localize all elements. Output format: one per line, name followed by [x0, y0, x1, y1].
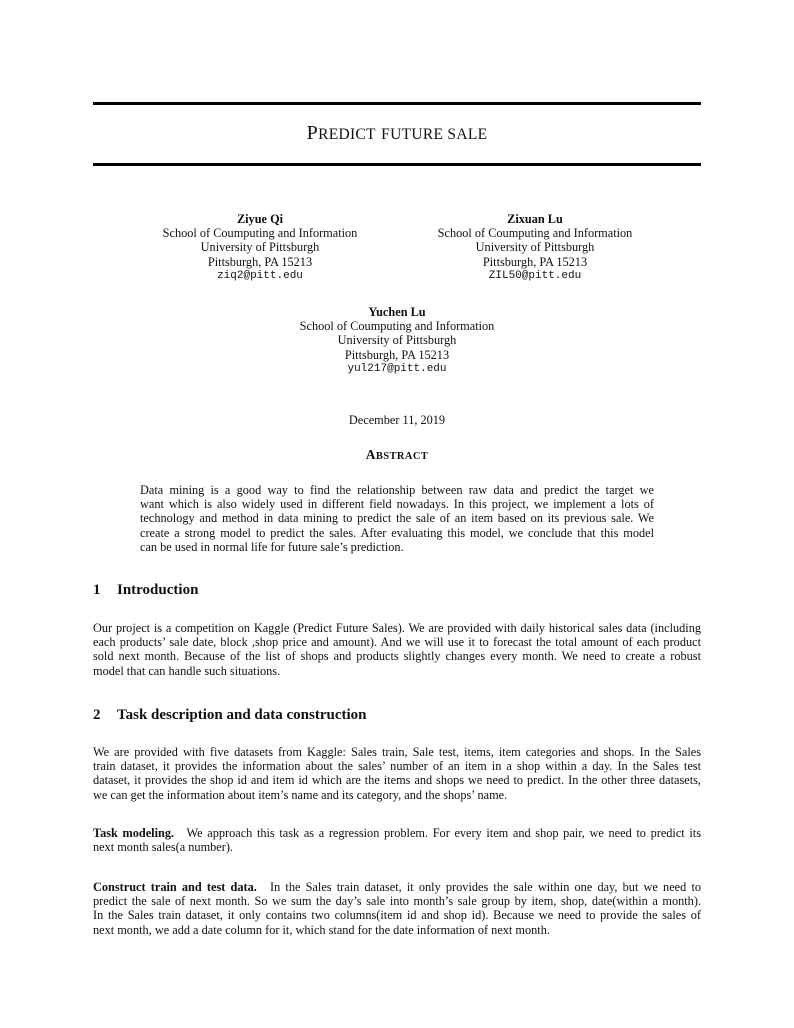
paragraph-text: In the Sales train dataset, it only provides the sale within one day, but we need to: [270, 880, 702, 894]
title-word-1: REDICT: [318, 126, 376, 143]
section-title: Task description and data construction: [117, 707, 367, 723]
author-email[interactable]: ziq2@pitt.edu: [217, 269, 303, 282]
author-email[interactable]: yul217@pitt.edu: [347, 362, 447, 375]
abstract-heading-rest: BSTRACT: [375, 451, 429, 462]
paragraph-line: sold next month. Because of the list of shops and products slightly changes every month. We need to create a robust: [93, 649, 701, 664]
author-location: Pittsburgh, PA 15213: [207, 254, 313, 269]
section-heading-task-description: [93, 707, 367, 724]
runin-heading-construct-data: Construct train and test data.: [93, 880, 257, 894]
abstract-line: Data mining is a good way to find the relationship between raw data and predict the target we: [140, 483, 654, 497]
section-number: 2: [93, 707, 101, 723]
runin-heading-task-modeling: Task modeling.: [93, 826, 175, 840]
paragraph-line: We are provided with five datasets from Kaggle: Sales train, Sale test, items, item categories and shops. In the Sales: [93, 745, 701, 759]
author-name: Yuchen Lu: [368, 305, 426, 319]
title-bottom-rule: [93, 163, 701, 166]
paragraph-first-line: [93, 826, 701, 840]
author-university: University of Pittsburgh: [475, 240, 595, 255]
paragraph-line: predict the sale of next month. So we sum the day’s sale into month’s sale group by item, shop, date(within a month).: [93, 894, 701, 909]
paragraph-line: dataset, it provides the shop id and item id which are the items and shops we need to predict. In the other three datasets,: [93, 773, 701, 788]
paragraph-line: next month sales(a number).: [93, 840, 234, 855]
author-university: University of Pittsburgh: [337, 333, 457, 348]
title-initial: P: [306, 122, 319, 144]
section-number: 1: [93, 582, 101, 598]
task-modeling-paragraph: [93, 826, 701, 854]
paragraph-text: We approach this task as a regression problem. For every item and shop pair, we need to predict its: [186, 826, 701, 840]
title-rest: FUTURE SALE: [381, 126, 488, 143]
abstract-line: technology and method in data mining to predict the sale of an item based on its previous sale. We: [140, 511, 654, 526]
abstract-line: create a strong model to predict the sales. After evaluating this model, we conclude that this model: [140, 525, 654, 540]
paragraph-line: train dataset, it provides the information about the sales’ number of an item in a shop within a day. In the Sales test: [93, 759, 701, 774]
section-heading-introduction: [93, 582, 198, 599]
abstract-body: [140, 483, 654, 554]
author-name: Ziyue Qi: [236, 212, 284, 226]
paragraph-line: each products’ sale date, block ,shop price and amount). And we will use it to forecast the total amount of each product: [93, 635, 701, 650]
author-school: School of Coumputing and Information: [437, 226, 633, 241]
paragraph-line: next month, we add a date column for it, which stand for the date information of next month.: [93, 922, 550, 937]
paragraph-line: In the Sales train dataset, it only contains two columns(item id and shop id). Because we need to provide the sales of: [93, 908, 701, 923]
author-block-1: [148, 212, 372, 283]
author-name: Zixuan Lu: [507, 212, 563, 226]
author-university: University of Pittsburgh: [200, 240, 320, 255]
paragraph-first-line: [93, 880, 701, 894]
paragraph-line: we can get the information about item’s name and its category, and the shops’ name.: [93, 787, 508, 802]
author-email[interactable]: ZIL50@pitt.edu: [488, 269, 582, 282]
author-school: School of Coumputing and Information: [162, 226, 358, 241]
author-location: Pittsburgh, PA 15213: [344, 347, 450, 362]
paragraph-line: model that can handle such situations.: [93, 663, 281, 678]
paper-title: [93, 122, 701, 145]
construct-data-paragraph: [93, 880, 701, 937]
paragraph-line: Our project is a competition on Kaggle (Predict Future Sales). We are provided with daily historical sales data (including: [93, 621, 701, 635]
abstract-line: want which is also widely used in different field nowadays. In this project, we implement a lots of: [140, 497, 654, 512]
abstract-line: can be used in normal life for future sale’s prediction.: [140, 539, 404, 554]
section-title: Introduction: [117, 582, 199, 598]
abstract-heading-initial: A: [365, 447, 376, 462]
task-description-paragraph: [93, 745, 701, 802]
introduction-paragraph: [93, 621, 701, 678]
abstract-heading: [93, 447, 701, 463]
author-block-2: [423, 212, 647, 283]
title-top-rule: [93, 102, 701, 105]
paper-date: December 11, 2019: [348, 413, 446, 427]
author-block-3: [285, 305, 509, 376]
author-location: Pittsburgh, PA 15213: [482, 254, 588, 269]
author-school: School of Coumputing and Information: [299, 319, 495, 334]
